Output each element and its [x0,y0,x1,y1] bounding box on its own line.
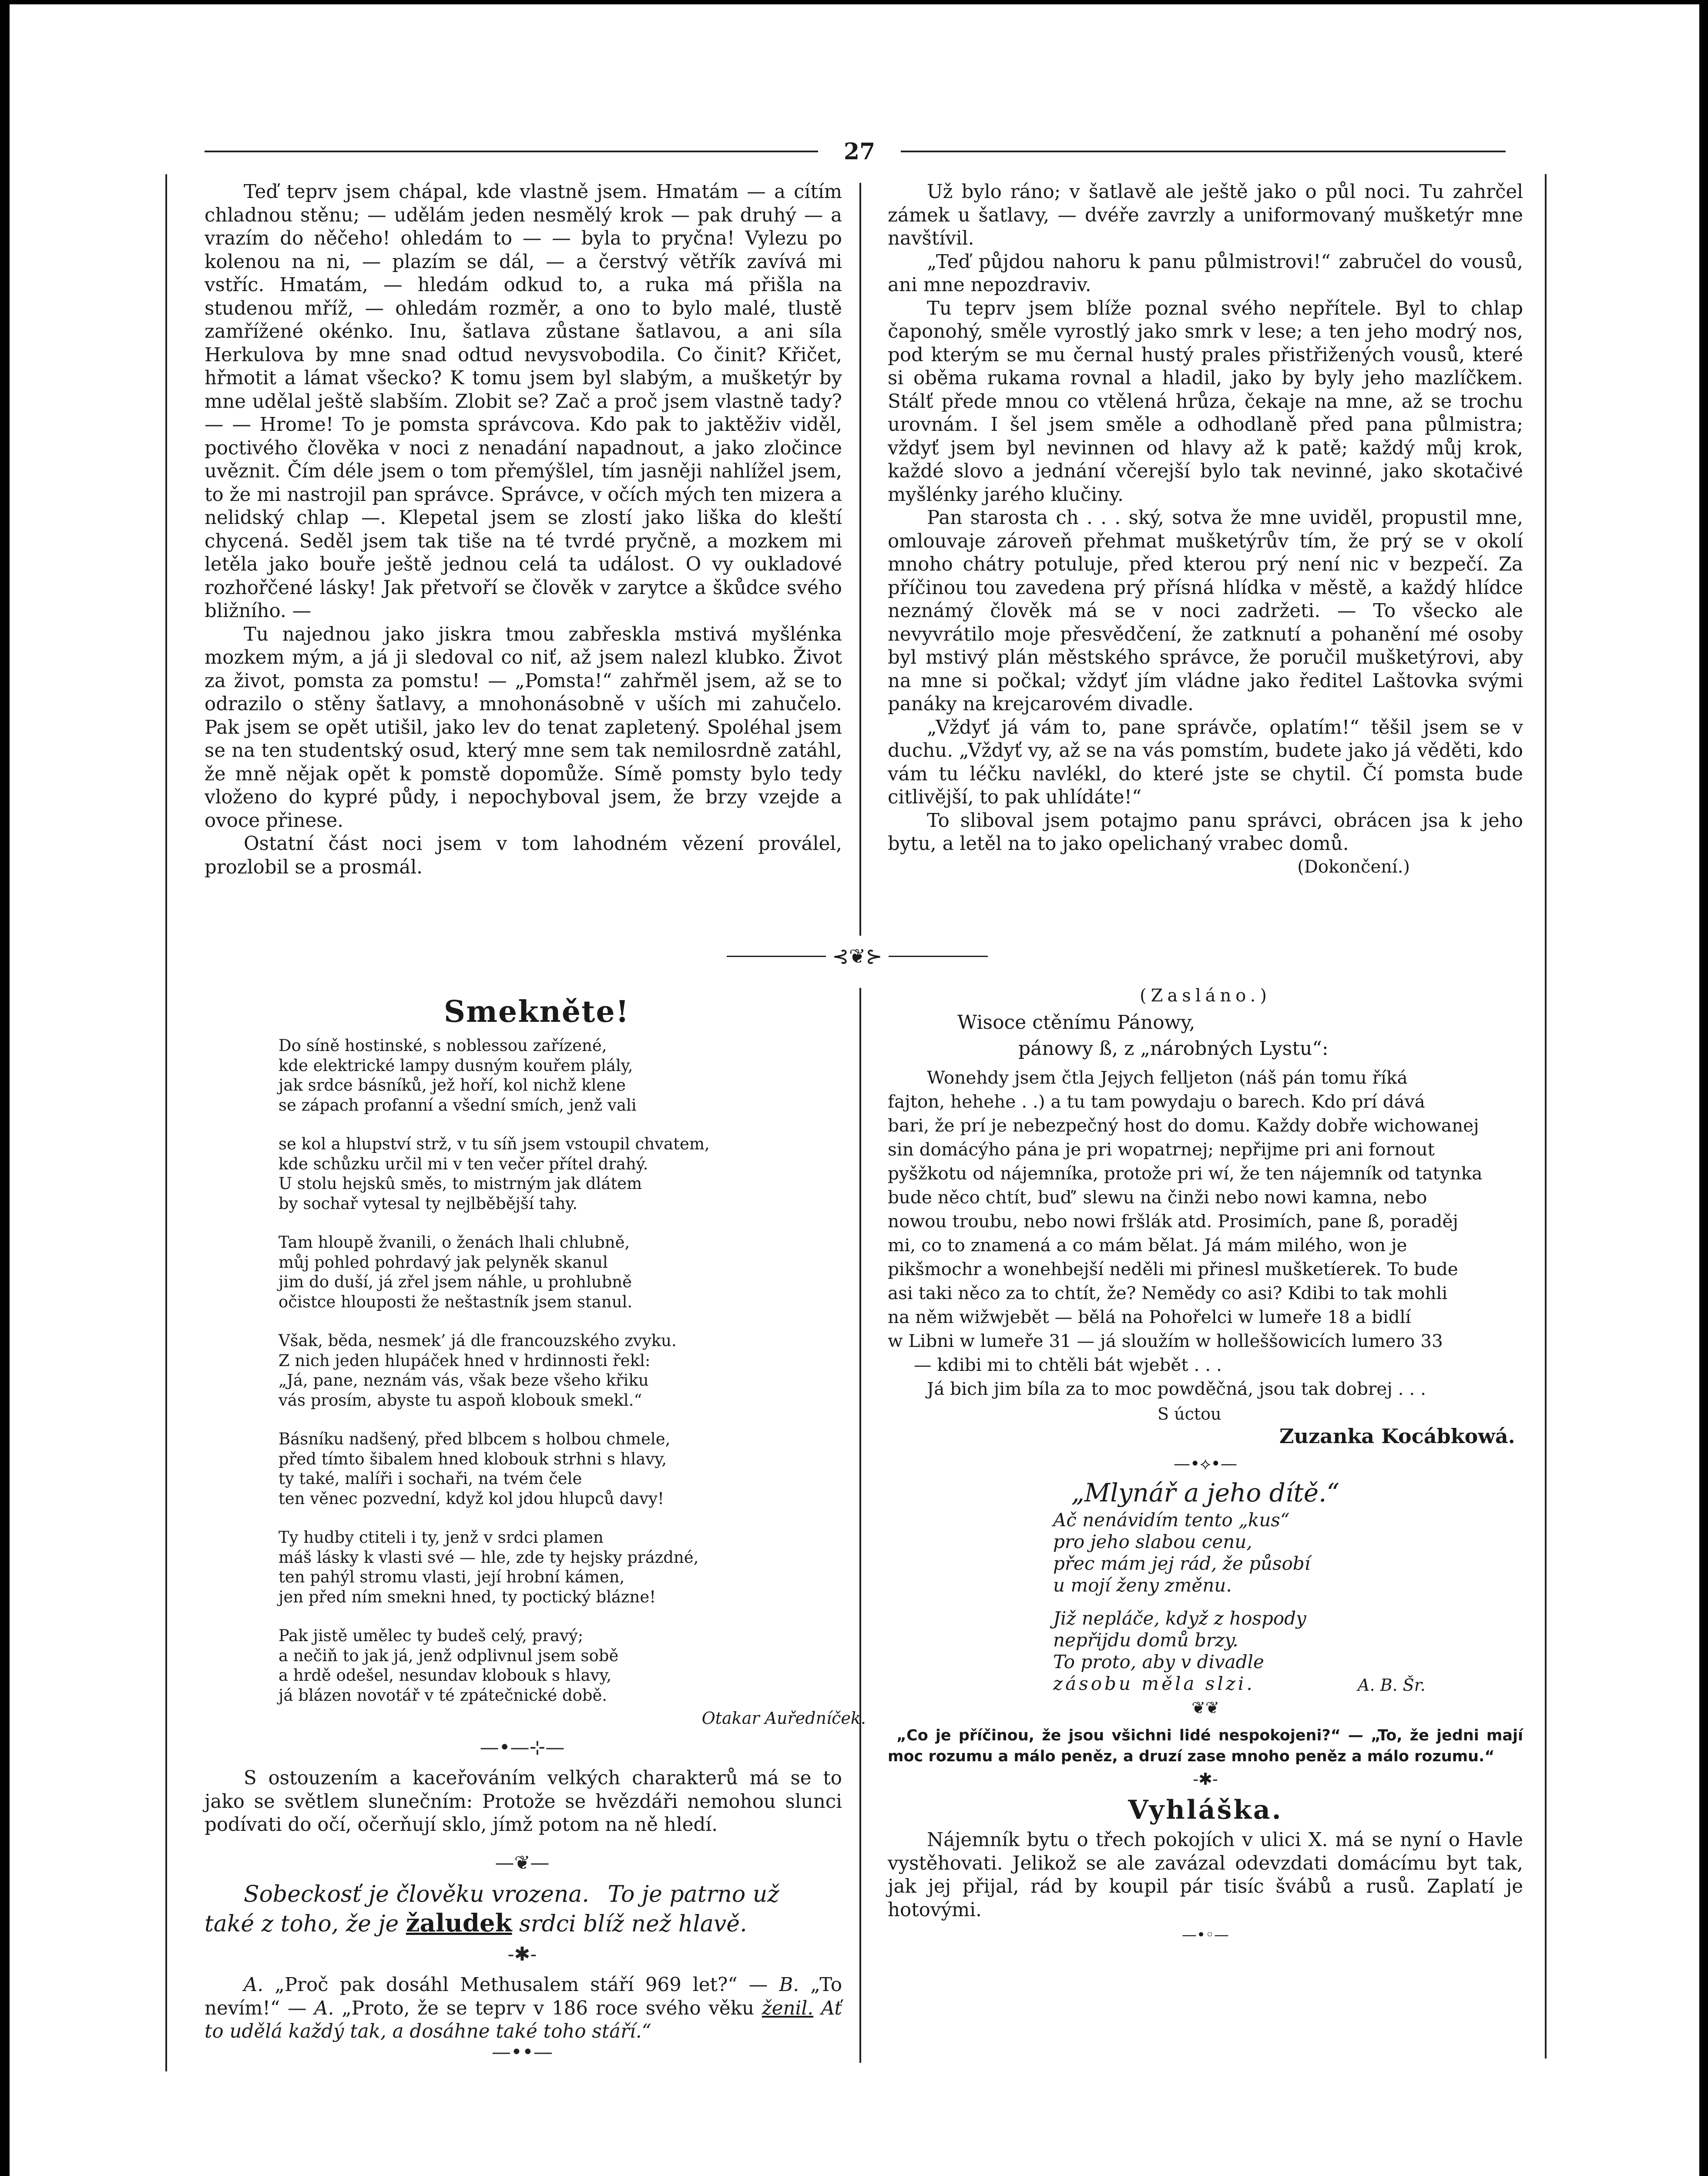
poem-stanza [279,1528,866,1607]
letter-line: Já bich jim bíla za to moc powděčná, jsou tak dobrej . . . [927,1378,1426,1399]
story-left-column [205,181,842,879]
poem-stanza [279,1429,866,1508]
ornament-divider: -✱- [507,1943,537,1965]
ornament-divider: —•—⊹— [480,1736,565,1759]
letter-section [888,986,1523,1944]
poem-line: jen před ním smekni hned, ty poctický blázne! [279,1587,656,1606]
letter-line: fajton, hehehe . .) a tu tam powydaju o barech. Kdo prí dává [888,1091,1425,1112]
poem-line: kde schůzku určil mi v ten večer přítel drahý. [279,1154,648,1173]
poem-line: Tam hloupě žvanili, o ženách lhali chlubně, [279,1233,630,1252]
scan-edge-right [1699,0,1708,2176]
poem-author: Otakar Auředníček. [701,1709,866,1728]
poem-line: Básníku nadšený, před blbcem s holbou chmele, [279,1430,671,1448]
letter-line: Wonehdy jsem čtla Jejych felljeton (náš pán tomu říká [927,1067,1408,1088]
top-rule-left [205,151,818,152]
poem-stanza [279,1036,866,1115]
dialog-line: „To nevím!“ — [205,1974,842,2019]
poem-line: pro jeho slabou cenu, [1053,1531,1252,1552]
poem-line: se kol a hlupství strž, v tu síň jsem vstoupil chvatem, [279,1135,710,1153]
story-paragraph: Teď teprv jsem chápal, kde vlastně jsem. Hmatám — a cítím chladnou stěnu; — udělám jeden nesmělý krok — pak druhý — a vrazím do něčeho! ohledám to — — byla to pryčna! Vylezu po kolenou na ni, — plazím se dál, — a čerstvý větřík zavívá mi vstříc. Hmatám, — hledám odkud to, a ruka má přišla na studenou mříž, — ohledám rozměr, a ono to bylo malé, tlustě zamřížené okénko. Inu, šatlava zůstane šatlavou, a ani síla Herkulova by mne snad odtud nevysvobodila. Co činit? Křičet, hřmotit a lámat všecko? K tomu jsem byl slabým, a mušketýr by mne udělal ještě slabším. Zlobit se? Zač a proč jsem vlastně tady? — — Hrome! To je pomsta správcova. Kdo pak to jaktěživ viděl, poctivého člověka v noci z nenadání napadnout, a jako zločince uvěznit. Čím déle jsem o tom přemýšlel, tím jasněji nahlížel jsem, to že mi nastrojil pan správce. Správce, v očích mých ten mizera a nelidský chlap —. Klepetal jsem se zlostí jako liška do kleští chycená. Seděl jsem tak tiše na té tvrdé pryčně, a mozkem mi letěla jako bouře ještě jednou celá ta událost. O vy oukladové rozhořčené lásky! Jak přetvoří se člověk v zarytce a škůdce svého bližního. — [205,181,842,622]
poem-line: Ač nenávidím tento „kus“ [1053,1509,1290,1531]
poem-line: Do síně hostinské, s noblessou zařízené, [279,1036,607,1055]
letter-line: w Libni w lumeře 31 — já sloužím w holleššowicích lumero 33 [888,1330,1443,1351]
dialog-emphasis: ženil. [762,1997,814,2019]
miller-poem-title: „Mlynář a jeho dítě.“ [1071,1478,1340,1508]
poem-line: ten věnec pozvední, když kol jdou hlupců davy! [279,1489,664,1508]
scan-edge-top [0,0,1708,4]
ornament-divider: —❦— [495,1852,550,1874]
letter-line: na něm wižwjebět — bělá na Pohořelci w lumeře 18 a bidlí [888,1306,1411,1327]
letter-line: sin domácýho pána je pri wopatrnej; nepřijme pri ani fornout [888,1139,1435,1160]
conclusion-mark: (Dokončení.) [1297,856,1410,877]
story-paragraph: „Teď půjdou nahoru k panu půlmistrovi!“ zabručel do vousů, ani mne nepozdraviv. [888,251,1523,296]
speaker-b: B. [779,1974,799,1996]
ornament-divider: -✱- [1193,1770,1218,1789]
story-paragraph: To sliboval jsem potajmo panu správci, obrácen jsa k jeho bytu, a letěl na to jako opelichaný vrabec domů. [888,809,1523,855]
scan-edge-left [0,0,10,2176]
page-number: 27 [843,138,876,165]
poem-line: by sochař vytesal ty nejlběbější tahy. [279,1194,578,1213]
notice-text: Nájemník bytu o třech pokojích v ulici X. má se nyní o Havle vystěhovati. Jelikož se ale zavázal odevzdati domácímu byt tak, jak jej přijal, rád by koupil pár tisíc švábů a rusů. Zaplatí je hotovými. [888,1829,1523,1921]
dialog-line: „Proto, že se teprv v 186 roce svého věku [342,1997,755,2019]
story-paragraph: „Vždyť já vám to, pane správče, oplatím!“ těšil jsem se v duchu. „Vždyť vy, až se na vás pomstím, budete jako já věděti, kdo vám tu léčku navlékl, do které jste se chytil. Čí pomsta bude citlivější, to pak uhlídáte!“ [888,716,1523,808]
poem-line: Pak jistě umělec ty budeš celý, pravý; [279,1626,584,1645]
letter-line: nowou troubu, nebo nowi fršlák atd. Prosimích, pane ß, poraděj [888,1211,1458,1232]
aphorism-emphasis: žaludek [406,1909,512,1938]
poem-title: Smekněte! [444,994,630,1029]
ornament-divider: —•◦— [1181,1926,1229,1944]
story-right-column [888,181,1523,878]
poem-line: vás prosím, abyste tu aspoň klobouk smekl.“ [279,1390,642,1410]
selfishness-aphorism [205,1880,842,1938]
poem-line: Již nepláče, když z hospody [1053,1608,1306,1629]
quip-text: „Co je příčinou, že jsou všichni lidé nespokojeni?“ — „To, že jedni mají moc rozumu a málo peněz, a druzí zase mnoho peněz a málo rozumu.“ [888,1727,1523,1765]
speaker-a: A. [314,1997,334,2019]
letter-line: pikšmochr a wonehbejší neděli mi přinesl mušketíerek. To bude [888,1259,1458,1279]
poem-line: To proto, aby v divadle [1053,1651,1264,1672]
miller-poem-author: A. B. Šr. [1358,1676,1426,1695]
poem-line: nepřijdu domů brzy. [1053,1629,1238,1651]
poem-line: můj pohled pohrdavý jak pelyněk skanul [279,1253,608,1272]
poem-smeknete [279,1036,866,1729]
aphorism-part: To je patrno už [607,1881,779,1907]
poem-line: U stolu hejskû směs, to mistrným jak dlátem [279,1174,642,1193]
poem-line: a nečiň to jak já, jenž odplivnul jsem sobě [279,1646,619,1665]
aphorism-part: Sobeckosť je člověku vrozena. [244,1881,589,1907]
poem-line: „Já, pane, neznám vás, však beze všeho křiku [279,1371,649,1390]
poem-line: se zápach profanní a všední smích, jenž vali [279,1095,637,1115]
methuselah-dialog [205,1974,842,2044]
aphorism-part: také z toho, že je [205,1911,399,1937]
story-paragraph: Tu najednou jako jiskra tmou zabřeskla mstivá myšlénka mozkem mým, a já ji sledoval co niť, až jsem nalezl klubko. Život za život, pomsta za pomstu! — „Pomsta!“ zahřměl jsem, až se to odrazilo o stěny šatlavy, a mnohonásobně v uších mi zahučelo. Pak jsem se opět utišil, jako lev do tenat zapletený. Spoléhal jsem se na ten studentský osud, který mne sem tak nemilosrdně zatáhl, že mně nějak opět k pomstě dopomůže. Símě pomsty bylo tedy vloženo do kypré půdy, i nepochyboval jsem, že brzy vzejde a ovoce přinese. [205,623,842,832]
ornament-divider: —•⟡•— [1174,1454,1237,1473]
letter-closing: S úctou [1158,1404,1221,1424]
letter-line: asi taki něco za to chtít, že? Nemědy co asi? Kdibi to tak mohli [888,1283,1448,1303]
character-paragraph [205,1767,842,1837]
column-divider-top [859,183,861,936]
poem-line: Však, běda, nesmek’ já dle francouzského zvyku. [279,1331,677,1350]
poem-line: přec mám jej rád, že působí [1053,1553,1311,1574]
character-text: S ostouzením a kaceřováním velkých charakterů má se to jako se světlem slunečním: Protože se hvězdáři nemohou slunci podívati do očí, očerňují sklo, jímž potom na ně hledí. [205,1767,842,1836]
poem-line: Ty hudby ctiteli i ty, jenž v srdci plamen [279,1528,604,1547]
letter-line: — kdibi mi to chtěli bát wjebět . . . [914,1354,1222,1375]
poem-line: jim do duší, já zřel jsem náhle, u prohlubně [279,1273,632,1291]
story-paragraph: Tu teprv jsem blíže poznal svého nepřítele. Byl to chlap čaponohý, směle vyrostlý jako smrk v lese; a ten jeho modrý nos, pod kterým se mu černal hustý prales přistřižených vousů, které si oběma rukama rovnal a hladil, jako by byly jeho mazlíčkem. Stálť přede mnou co vtělená hrůza, čekaje na mne, až se trochu urovnám. I šel jsem směle a odhodlaně před pana půlmistra; vždyť jsem byl nevinnen od hlavy až k patě; každý můj krok, každé slovo a jednání včerejší bylo tak nevinné, jako skotačivé myšlénky jarého klučiny. [888,297,1523,506]
letter-line: mi, co to znamená a co mám bělat. Já mám milého, won je [888,1235,1407,1256]
letter-line: bari, že prí je nebezpečný host do domu. Každy dobře wichowanej [888,1115,1479,1136]
poem-stanza [279,1331,866,1410]
section-divider-ornament: ⊰❦⊱ [727,944,988,968]
aphorism-part: srdci blíž než hlavě. [519,1911,747,1937]
poem-line: u mojí ženy změnu. [1053,1575,1232,1596]
poem-line: před tímto šibalem hned klobouk strhni s hlavy, [279,1449,667,1468]
poem-line: já blázen novotář v té zpátečnické době. [279,1686,607,1705]
poem-line: očistce hlouposti že neštastník jsem stanul. [279,1292,633,1311]
letter-heading: (Zasláno.) [1140,986,1271,1006]
notice-body [888,1829,1523,1922]
poem-line: Z nich jeden hlupáček hned v hrdinnosti řekl: [279,1351,651,1370]
miller-poem [888,1509,1523,1695]
dialog-line: Ať to udělá každý tak, a dosáhne také toho stáří.“ [205,1997,842,2042]
poem-line: ty také, malíři i sochaři, na tvém čele [279,1469,582,1488]
poem-stanza [279,1134,866,1213]
letter-salutation: Wisoce ctěnímu Pánowy, [957,1011,1195,1034]
top-rule-right [901,151,1506,152]
dialog-line: „Proč pak dosáhl Methusalem stáří 969 let?“ — [275,1974,768,1996]
poem-line: a hrdě odešel, nesundav klobouk s hlavy, [279,1666,612,1685]
letter-line: bude něco chtít, buď’ slewu na činži nebo nowi kamna, nebo [888,1187,1427,1208]
speaker-a: A. [244,1974,264,1996]
poem-stanza [279,1232,866,1312]
poem-line: kde elektrické lampy dusným kouřem plály, [279,1056,633,1075]
poem-line: zásobu měla slzi. [1053,1673,1255,1694]
letter-addressee: pánowy ß, z „nárobných Lystu“: [1018,1038,1329,1060]
story-paragraph: Ostatní část noci jsem v tom lahodném vězení proválel, prozlobil se a prosmál. [205,833,842,878]
poem-line: máš lásky k vlasti své — hle, zde ty hejsky prázdné, [279,1548,699,1567]
ornament-divider: ❦❦ [1191,1698,1219,1717]
story-paragraph: Už bylo ráno; v šatlavě ale ještě jako o půl noci. Tu zahrčel zámek u šatlavy, — dvéře zavrzly a uniformovaný mušketýr mne navštívil. [888,181,1523,249]
letter-signature: Zuzanka Kocábkowá. [1279,1424,1515,1448]
notice-title: Vyhláška. [1128,1795,1283,1825]
letter-body [888,1066,1523,1401]
poem-stanza [279,1626,866,1705]
story-paragraph: Pan starosta ch . . . ský, sotva že mne uviděl, propustil mne, omlouvaje zároveň přehmat mušketýrův tím, že prý se v okolí mnoho chátry potuluje, před kterou prý není nic v bezpečí. Za příčinou tou zavedena prý přísná hlídka v městě, a každý hlídce neznámý člověk má se v noci zadržeti. — To všecko ale nevyvrátilo moje přesvědčení, že zatknutí a pohanění mé osoby byl mstivý plán městského správce, že poručil mušketýrovi, aby na mne si počkal; vždyť jím vládne jako ředitel Laštovka svými panáky na krejcarovém divadle. [888,507,1523,715]
frame-right-curve [1545,174,1547,2058]
ornament-divider: —••— [492,2041,553,2063]
letter-line: pyšžkotu od nájemníka, protože pri wí, že ten nájemník od tatynka [888,1163,1483,1184]
poem-line: ten pahýl stromu vlasti, její hrobní kámen, [279,1568,625,1586]
frame-left-curve [165,174,167,2072]
poem-line: jak srdce básníků, jež hoří, kol nichž klene [279,1076,626,1095]
